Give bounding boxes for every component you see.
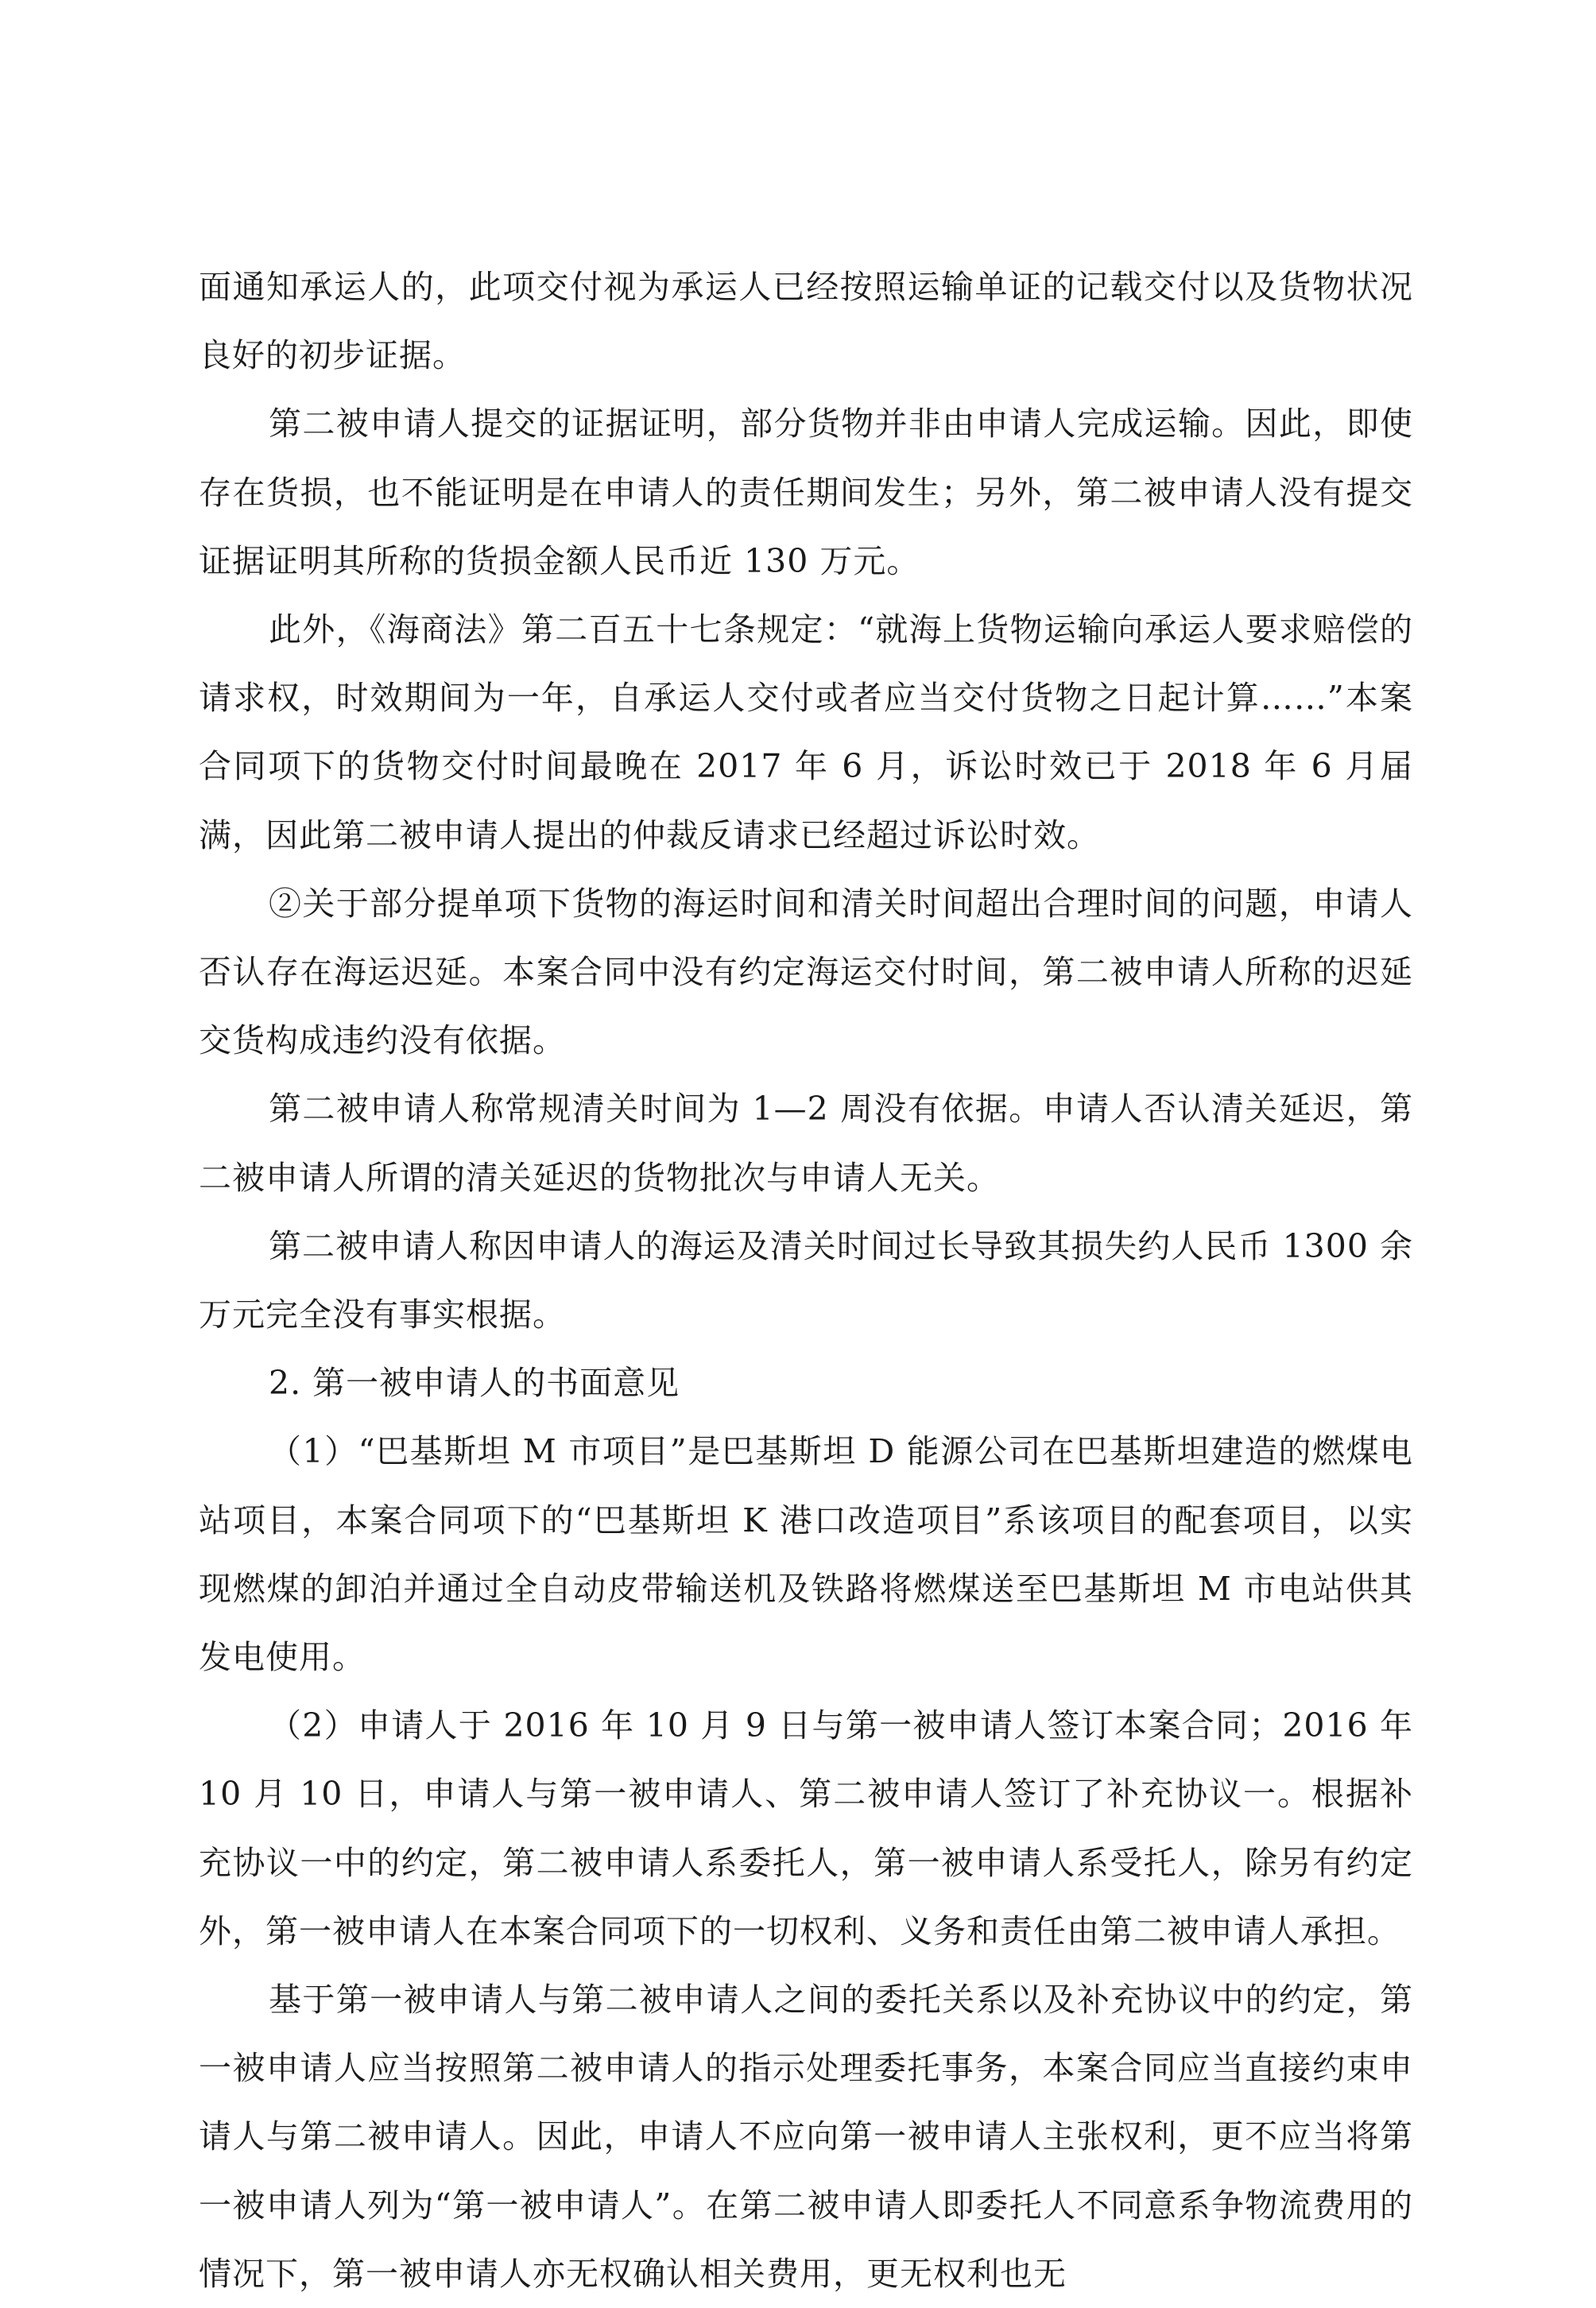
paragraph-evidence: 第二被申请人提交的证据证明，部分货物并非由申请人完成运输。因此，即使存在货损，也不能证明是在申请人的责任期间发生；另外，第二被申请人没有提交证据证明其所称的货损金额人民币近 130 万元。 [199, 405, 1413, 580]
paragraph-loss-claim: 第二被申请人称因申请人的海运及清关时间过长导致其损失约人民币 1300 余万元完全没有事实根据。 [199, 1226, 1413, 1334]
paragraph-limitation: 此外，《海商法》第二百五十七条规定：“就海上货物运输向承运人要求赔偿的请求权，时效期间为一年，自承运人交付或者应当交付货物之日起计算……”本案合同项下的货物交付时间最晚在 2017 年 6 月，诉讼时效已于 2018 年 6 月届满，因此第二被申请人提出的仲裁反请求已经超过诉讼时效。 [199, 610, 1413, 854]
paragraph-contract-signing: （2）申请人于 2016 年 10 月 9 日与第一被申请人签订本案合同；2016 年 10 月 10 日，申请人与第一被申请人、第二被申请人签订了补充协议一。根据补充协议一中的约定，第二被申请人系委托人，第一被申请人系受托人，除另有约定外，第一被申请人在本案合同项下的一切权利、义务和责任由第二被申请人承担。 [199, 1706, 1413, 1950]
paragraph-customs-clearance: 第二被申请人称常规清关时间为 1—2 周没有依据。申请人否认清关延迟，第二被申请人所谓的清关延迟的货物批次与申请人无关。 [199, 1090, 1413, 1197]
paragraph-shipping-delay: ②关于部分提单项下货物的海运时间和清关时间超出合理时间的问题，申请人否认存在海运迟延。本案合同中没有约定海运交付时间，第二被申请人所称的迟延交货构成违约没有依据。 [199, 884, 1413, 1060]
section-heading: 2. 第一被申请人的书面意见 [269, 1364, 680, 1403]
paragraph-continuation: 面通知承运人的，此项交付视为承运人已经按照运输单证的记载交付以及货物状况良好的初步证据。 [199, 268, 1413, 375]
document-body [199, 253, 1413, 2308]
paragraph-project-background: （1）“巴基斯坦 M 市项目”是巴基斯坦 D 能源公司在巴基斯坦建造的燃煤电站项目，本案合同项下的“巴基斯坦 K 港口改造项目”系该项目的配套项目，以实现燃煤的卸泊并通过全自动皮带输送机及铁路将燃煤送至巴基斯坦 M 市电站供其发电使用。 [199, 1432, 1413, 1677]
paragraph-agency-relationship: 基于第一被申请人与第二被申请人之间的委托关系以及补充协议中的约定，第一被申请人应当按照第二被申请人的指示处理委托事务，本案合同应当直接约束申请人与第二被申请人。因此，申请人不应向第一被申请人主张权利，更不应当将第一被申请人列为“第一被申请人”。在第二被申请人即委托人不同意系争物流费用的情况下，第一被申请人亦无权确认相关费用，更无权利也无 [199, 1981, 1413, 2293]
